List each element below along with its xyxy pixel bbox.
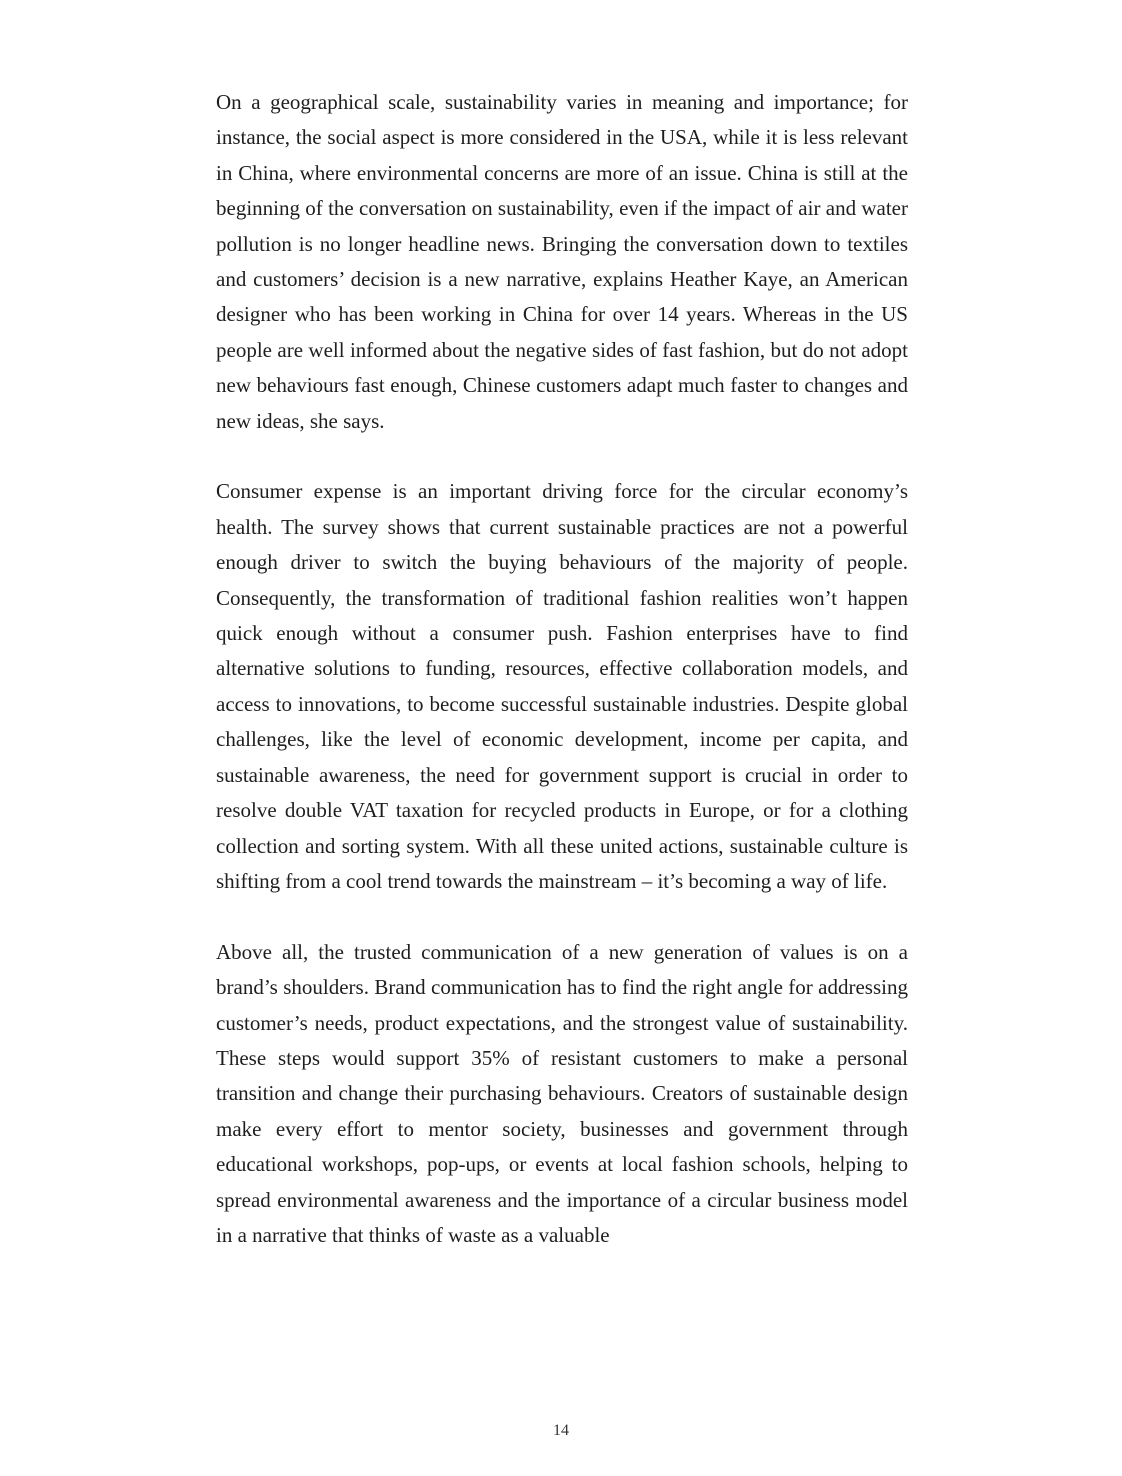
body-text [216, 85, 908, 1253]
page-number: 14 [553, 1422, 569, 1439]
paragraph-consumer-expense: Consumer expense is an important driving force for the circular economy’s health. The survey shows that current sustainable practices are not a powerful enough driver to switch the buying behaviours of the majority of people. Consequently, the transformation of traditional fashion realities won’t happen quick enough without a consumer push. Fashion enterprises have to find alternative solutions to funding, resources, effective collaboration models, and access to innovations, to become successful sustainable industries. Despite global challenges, like the level of economic development, income per capita, and sustainable awareness, the need for government support is crucial in order to resolve double VAT taxation for recycled products in Europe, or for a clothing collection and sorting system. With all these united actions, sustainable culture is shifting from a cool trend towards the mainstream – it’s becoming a way of life. [216, 479, 908, 893]
paragraph-brand-communication: Above all, the trusted communication of a new generation of values is on a brand’s shoulders. Brand communication has to find the right angle for addressing customer’s needs, product expectations, and the strongest value of sustainability. These steps would support 35% of resistant customers to make a personal transition and change their purchasing behaviours. Creators of sustainable design make every effort to mentor society, businesses and government through educational workshops, pop-ups, or events at local fashion schools, helping to spread environmental awareness and the importance of a circular business model in a narrative that thinks of waste as a valuable [216, 939, 908, 1247]
paragraph-regional-sustainability: On a geographical scale, sustainability varies in meaning and importance; for instance, the social aspect is more considered in the USA, while it is less relevant in China, where environmental concerns are more of an issue. China is still at the beginning of the conversation on sustainability, even if the impact of air and water pollution is no longer headline news. Bringing the conversation down to textiles and customers’ decision is a new narrative, explains Heather Kaye, an American designer who has been working in China for over 14 years. Whereas in the US people are well informed about the negative sides of fast fashion, but do not adopt new behaviours fast enough, Chinese customers adapt much faster to changes and new ideas, she says. [216, 90, 908, 433]
